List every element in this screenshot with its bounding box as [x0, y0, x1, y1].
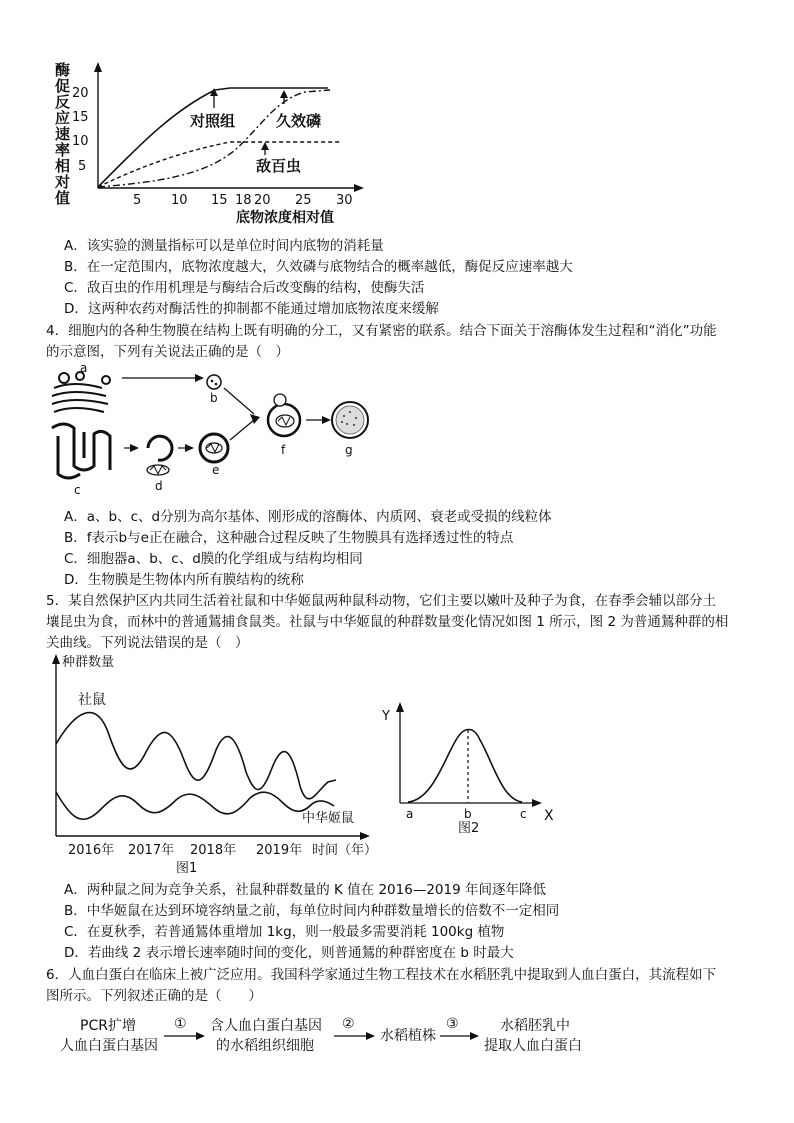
q4-option-d[interactable]: D．生物膜是生物体内所有膜结构的统称	[64, 572, 304, 588]
svg-text:30: 30	[336, 193, 353, 208]
y-axis-label: 酶促反应速率相对值	[53, 62, 71, 206]
svg-text:e: e	[212, 463, 220, 477]
svg-text:18: 18	[235, 193, 252, 208]
svg-text:③: ③	[446, 1016, 459, 1032]
q3-option-d[interactable]: D．这两种农药对酶活性的抑制都不能通过增加底物浓度来缓解	[64, 301, 439, 317]
q4-stem-line2: 的示意图，下列有关说法正确的是（ ）	[46, 344, 289, 360]
svg-text:c: c	[520, 807, 527, 821]
svg-text:2018年: 2018年	[190, 843, 237, 858]
svg-text:b: b	[210, 391, 218, 405]
q6-stem-line1: 6．人血白蛋白在临床上被广泛应用。我国科学家通过生物工程技术在水稻胚乳中提取到人血白蛋白，其流程如下	[46, 967, 717, 983]
q5-option-b[interactable]: B．中华姬鼠在达到环境容纳量之前，每单位时间内种群数量增长的倍数不一定相同	[64, 903, 560, 919]
fig2-ticks	[406, 807, 527, 821]
golgi-apparatus	[52, 372, 110, 412]
q5-option-c[interactable]: C．在夏秋季，若普通鵟体重增加 1kg，则一般最多需要消耗 100kg 植物	[64, 924, 505, 940]
y-ticks	[72, 86, 89, 174]
svg-text:10: 10	[171, 193, 188, 208]
svg-text:g: g	[345, 443, 353, 457]
enzyme-rate-chart	[40, 50, 370, 230]
fig1-x-ticks	[68, 842, 302, 858]
svg-text:含人血白蛋白基因: 含人血白蛋白基因	[210, 1018, 322, 1034]
endoplasmic-reticulum	[52, 424, 110, 478]
x-ticks	[133, 193, 353, 208]
svg-text:b: b	[464, 807, 472, 821]
q4-option-a[interactable]: A．a、b、c、d分别为高尔基体、刚形成的溶酶体、内质网、衰老或受损的线粒体	[64, 509, 552, 525]
svg-text:a: a	[80, 362, 88, 375]
svg-text:5: 5	[78, 159, 87, 174]
label-dibaichong: 敌百虫	[256, 157, 302, 175]
q3-option-b[interactable]: B．在一定范围内，底物浓度越大，久效磷与底物结合的概率越低，酶促反应速率越大	[64, 259, 573, 275]
q5-option-a[interactable]: A．两种鼠之间为竞争关系，社鼠种群数量的 K 值在 2016—2019 年间逐年降低	[64, 882, 546, 898]
svg-text:水稻胚乳中: 水稻胚乳中	[500, 1018, 570, 1034]
q4-option-c[interactable]: C．细胞器a、b、c、d膜的化学组成与结构均相同	[64, 551, 363, 567]
svg-text:提取人血白蛋白: 提取人血白蛋白	[484, 1038, 582, 1054]
svg-text:15: 15	[72, 110, 89, 125]
label-jiuxiaolin: 久效磷	[276, 112, 322, 130]
svg-text:①: ①	[174, 1016, 187, 1032]
fig1-x-label: 时间（年）	[312, 843, 378, 858]
svg-text:的水稻组织细胞: 的水稻组织细胞	[216, 1038, 314, 1054]
fig1-y-label: 种群数量	[62, 655, 115, 670]
q5-option-d[interactable]: D．若曲线 2 表示增长速率随时间的变化，则普通鵟的种群密度在 b 时最大	[64, 945, 514, 961]
svg-text:2019年: 2019年	[256, 843, 303, 858]
svg-text:20: 20	[72, 86, 89, 101]
svg-text:②: ②	[342, 1016, 355, 1032]
fig2-y-label: Y	[382, 709, 390, 724]
q6-stem-line2: 图所示。下列叙述正确的是（ ）	[46, 988, 262, 1004]
q5-stem-line1: 5．某自然保护区内共同生活着社鼠和中华姬鼠两种鼠科动物，它们主要以嫩叶及种子为食，在春季会辅以部分土	[46, 593, 717, 609]
fig2-x-label: X	[544, 808, 554, 824]
label-control: 对照组	[190, 112, 236, 130]
population-fig1	[46, 652, 386, 877]
svg-text:2017年: 2017年	[128, 843, 175, 858]
fig1-series1-label: 社鼠	[78, 692, 106, 708]
q5-stem-line2: 壤昆虫为食，而林中的普通鵟捕食鼠类。社鼠与中华姬鼠的种群数量变化情况如图 1 所示，图 2 为普通鵟种群的相	[46, 614, 729, 630]
lysosome-diagram	[44, 362, 384, 502]
svg-text:水稻植株: 水稻植株	[380, 1028, 436, 1044]
svg-text:a: a	[406, 807, 414, 821]
svg-text:c: c	[74, 483, 81, 497]
svg-text:10: 10	[72, 134, 89, 149]
q4-option-b[interactable]: B．f表示b与e正在融合，这种融合过程反映了生物膜具有选择透过性的特点	[64, 530, 514, 546]
svg-text:25: 25	[295, 193, 312, 208]
population-fig2	[374, 700, 564, 840]
q3-option-c[interactable]: C．敌百虫的作用机理是与酶结合后改变酶的结构，使酶失活	[64, 280, 425, 296]
q5-stem-line3: 关曲线。下列说法错误的是（ ）	[46, 635, 249, 651]
x-axis-label: 底物浓度相对值	[236, 210, 334, 226]
svg-text:d: d	[155, 479, 163, 493]
fig2-caption: 图2	[458, 821, 480, 836]
svg-text:5: 5	[133, 193, 142, 208]
svg-text:20: 20	[254, 193, 271, 208]
q3-option-a[interactable]: A．该实验的测量指标可以是单位时间内底物的消耗量	[64, 238, 384, 254]
q6-flowchart	[50, 1012, 610, 1062]
svg-text:2016年: 2016年	[68, 843, 115, 858]
q4-stem-line1: 4．细胞内的各种生物膜在结构上既有明确的分工，又有紧密的联系。结合下面关于溶酶体发生过程和“消化”功能	[46, 323, 717, 339]
svg-text:15: 15	[211, 193, 228, 208]
fig1-series2-label: 中华姬鼠	[302, 811, 355, 826]
svg-text:PCR扩增: PCR扩增	[80, 1018, 136, 1034]
fig1-caption: 图1	[176, 861, 198, 876]
svg-text:f: f	[281, 443, 286, 457]
svg-text:人血白蛋白基因: 人血白蛋白基因	[60, 1038, 158, 1054]
